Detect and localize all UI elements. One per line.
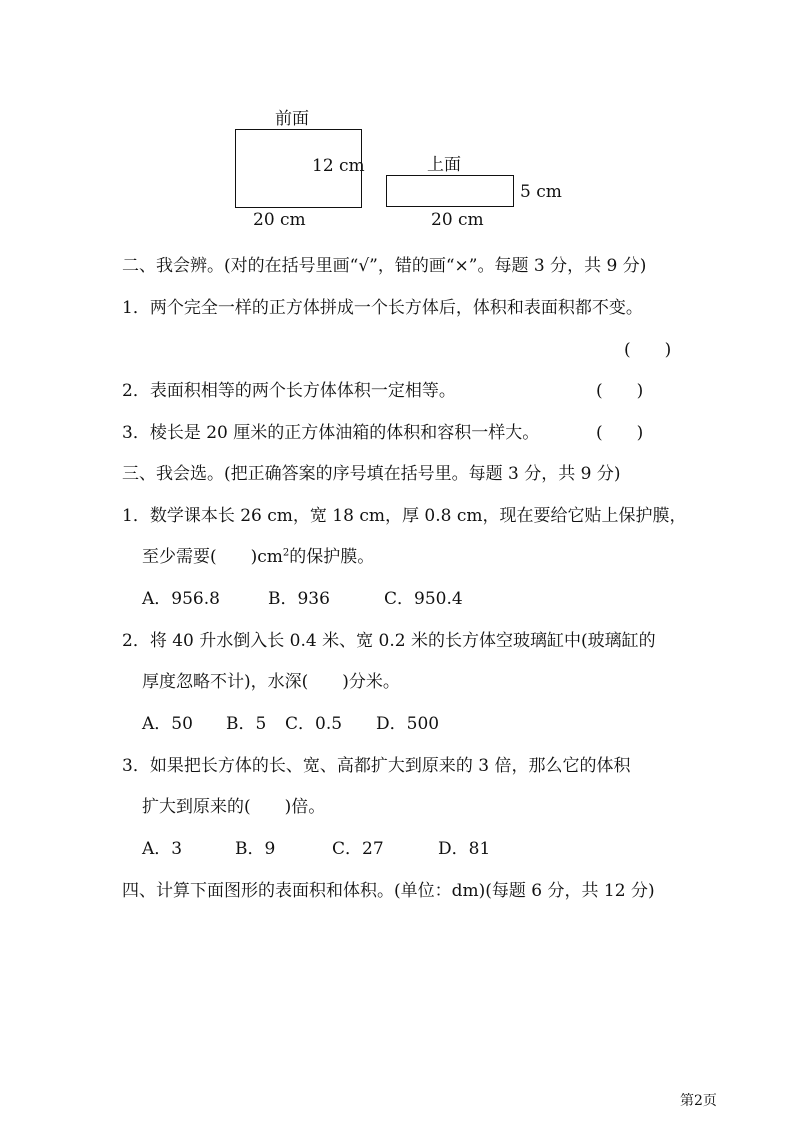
section2-q1-answer-blank[interactable]: ( ) [624, 340, 672, 360]
section3-heading: 三、我会选。(把正确答案的序号填在括号里。每题 3 分，共 9 分) [122, 464, 621, 484]
section3-q1-line2-suffix: 的保护膜。 [289, 547, 375, 567]
squared-superscript: 2 [282, 547, 290, 559]
section3-q1-option-b[interactable]: B．936 [268, 589, 330, 609]
page-number: 第2页 [680, 1093, 717, 1109]
section3-q3-option-b[interactable]: B．9 [235, 839, 276, 859]
section2-q2-answer-blank[interactable]: ( ) [596, 381, 644, 401]
section3-q3-option-a[interactable]: A．3 [142, 839, 183, 859]
section3-q1-line1: 1．数学课本长 26 cm，宽 18 cm，厚 0.8 cm，现在要给它贴上保护膜， [122, 506, 687, 526]
section3-q2-option-d[interactable]: D．500 [376, 714, 440, 734]
section3-q1-option-c[interactable]: C．950.4 [384, 589, 463, 609]
top-view-rectangle [386, 175, 514, 207]
section3-q1-line2 [142, 547, 374, 567]
top-view-height-label: 5 cm [520, 182, 562, 202]
section2-q2-text: 2．表面积相等的两个长方体体积一定相等。 [122, 381, 456, 401]
front-view-width-label: 20 cm [253, 210, 306, 230]
section3-q2-line2: 厚度忽略不计)，水深( )分米。 [142, 672, 400, 692]
section4-heading: 四、计算下面图形的表面积和体积。(单位：dm)(每题 6 分，共 12 分) [122, 881, 655, 901]
top-view-title: 上面 [427, 155, 461, 175]
section2-q1-text: 1．两个完全一样的正方体拼成一个长方体后，体积和表面积都不变。 [122, 298, 643, 318]
section3-q2-option-c[interactable]: C．0.5 [285, 714, 343, 734]
section2-heading: 二、我会辨。(对的在括号里画“√”，错的画“×”。每题 3 分，共 9 分) [122, 256, 647, 276]
top-view-width-label: 20 cm [431, 210, 484, 230]
section3-q1-line2-text: 至少需要( )cm [142, 547, 283, 567]
section3-q3-option-d[interactable]: D．81 [438, 839, 491, 859]
section2-q3-text: 3．棱长是 20 厘米的正方体油箱的体积和容积一样大。 [122, 423, 540, 443]
front-view-title: 前面 [275, 109, 309, 129]
section3-q3-line1: 3．如果把长方体的长、宽、高都扩大到原来的 3 倍，那么它的体积 [122, 756, 631, 776]
section3-q2-option-a[interactable]: A．50 [142, 714, 193, 734]
section3-q3-option-c[interactable]: C．27 [332, 839, 384, 859]
section2-q3-answer-blank[interactable]: ( ) [596, 423, 644, 443]
section3-q2-line1: 2．将 40 升水倒入长 0.4 米、宽 0.2 米的长方体空玻璃缸中(玻璃缸的 [122, 631, 656, 651]
section3-q3-line2: 扩大到原来的( )倍。 [142, 797, 326, 817]
section3-q1-option-a[interactable]: A．956.8 [142, 589, 220, 609]
section3-q2-option-b[interactable]: B．5 [226, 714, 267, 734]
front-view-height-label: 12 cm [312, 156, 365, 176]
